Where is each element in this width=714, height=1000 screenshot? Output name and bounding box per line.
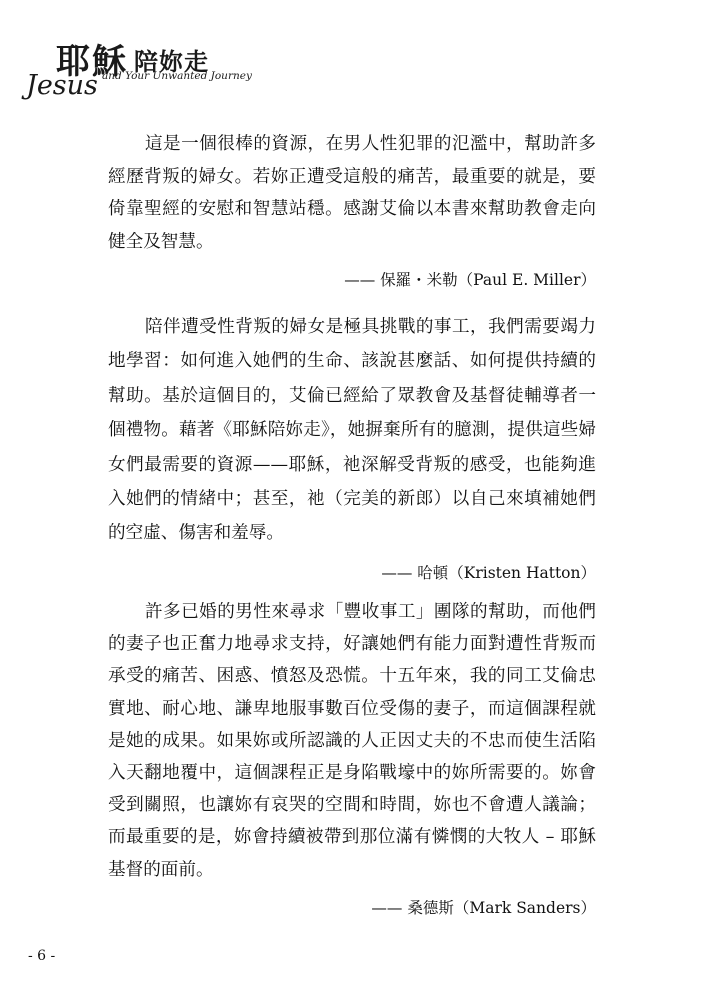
endorsement-text: 許多已婚的男性來尋求「豐收事工」團隊的幫助，而他們的妻子也正奮力地尋求支持，好讓她們有能力面對遭性背叛而承受的痛苦、困惑、憤怒及恐慌。十五年來，我的同工艾倫忠實地、耐心地、謙卑地服事數百位受傷的妻子，而這個課程就是她的成果。如果妳或所認識的人正因丈夫的不忠而使生活陷入天翻地覆中，這個課程正是身陷戰壕中的妳所需要的。妳會受到關照，也讓妳有哀哭的空間和時間，妳也不會遭人議論；而最重要的是，妳會持續被帶到那位滿有憐憫的大牧人 – 耶穌基督的面前。 bbox=[108, 602, 596, 880]
endorsement-author: —— 桑德斯（Mark Sanders） bbox=[371, 898, 596, 917]
endorsement-author: —— 保羅・米勒（Paul E. Miller） bbox=[344, 271, 596, 290]
header-script-jesus: Jesus bbox=[26, 70, 98, 101]
endorsement-text: 這是一個很棒的資源，在男人性犯罪的氾濫中，幫助許多經歷背叛的婦女。若妳正遭受這般的痛苦，最重要的就是，要倚靠聖經的安慰和智慧站穩。感謝艾倫以本書來幫助教會走向健全及智慧。 bbox=[108, 134, 596, 252]
endorsement-author: —— 哈頓（Kristen Hatton） bbox=[381, 563, 596, 582]
endorsement-text: 陪伴遭受性背叛的婦女是極具挑戰的事工，我們需要竭力地學習：如何進入她們的生命、該說甚麼話、如何提供持續的幫助。基於這個目的，艾倫已經給了眾教會及基督徒輔導者一個禮物。藉著《耶穌陪妳走》，她摒棄所有的臆測，提供這些婦女們最需要的資源——耶穌，祂深解受背叛的感受，也能夠進入她們的情緒中；甚至，祂（完美的新郎）以自己來填補她們的空虛、傷害和羞辱。 bbox=[108, 317, 596, 544]
page-number: - 6 - bbox=[28, 948, 56, 964]
book-header-logo bbox=[22, 22, 362, 102]
header-script-subtitle: and Your Unwanted Journey bbox=[102, 70, 252, 82]
endorsement-1 bbox=[108, 128, 596, 290]
endorsement-2 bbox=[108, 310, 596, 583]
header-title-large: 耶穌 bbox=[56, 42, 128, 82]
endorsement-3 bbox=[108, 596, 596, 918]
header-title-small: 陪妳走 bbox=[134, 47, 209, 76]
